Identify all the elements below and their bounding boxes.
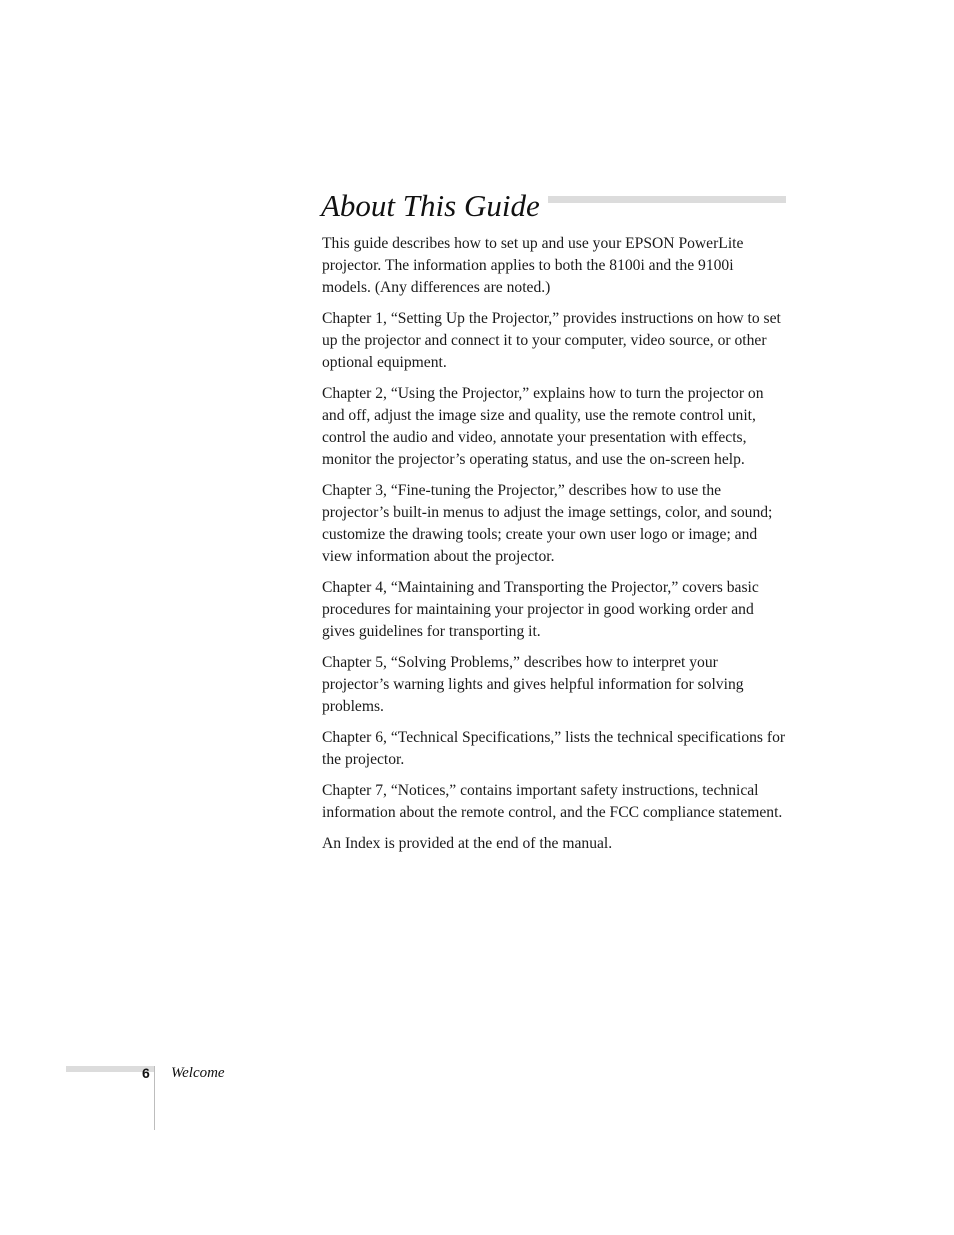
page-title: About This Guide xyxy=(321,186,548,226)
paragraph-chapter-3: Chapter 3, “Fine-tuning the Projector,” describes how to use the projector’s built-in menus to adjust the image settings, color, and sound; customize the drawing tools; create your own user logo or image; and view information about the projector. xyxy=(322,482,773,565)
page-number: 6 xyxy=(142,1065,150,1081)
footer-divider xyxy=(154,1066,155,1130)
paragraph-chapter-2: Chapter 2, “Using the Projector,” explains how to turn the projector on and off, adjust the image size and quality, use the remote control unit, control the audio and video, annotate your presentation with effects, monitor the projector’s operating status, and use the on-screen help. xyxy=(322,385,764,468)
section-name: Welcome xyxy=(171,1065,225,1081)
footer-rule xyxy=(66,1066,154,1072)
body-text xyxy=(322,233,786,864)
paragraph-chapter-7: Chapter 7, “Notices,” contains important safety instructions, technical information about the remote control, and the FCC compliance statement. xyxy=(322,782,783,821)
paragraph-index: An Index is provided at the end of the manual. xyxy=(322,835,613,852)
paragraph-intro: This guide describes how to set up and use your EPSON PowerLite projector. The information applies to both the 8100i and the 9100i models. (Any differences are noted.) xyxy=(322,235,744,296)
paragraph-chapter-5: Chapter 5, “Solving Problems,” describes how to interpret your projector’s warning lights and gives helpful information for solving problems. xyxy=(322,654,744,715)
paragraph-chapter-4: Chapter 4, “Maintaining and Transporting the Projector,” covers basic procedures for maintaining your projector in good working order and gives guidelines for transporting it. xyxy=(322,579,759,640)
paragraph-chapter-6: Chapter 6, “Technical Specifications,” lists the technical specifications for the projector. xyxy=(322,729,786,768)
paragraph-chapter-1: Chapter 1, “Setting Up the Projector,” provides instructions on how to set up the projector and connect it to your computer, video source, or other optional equipment. xyxy=(322,310,781,371)
